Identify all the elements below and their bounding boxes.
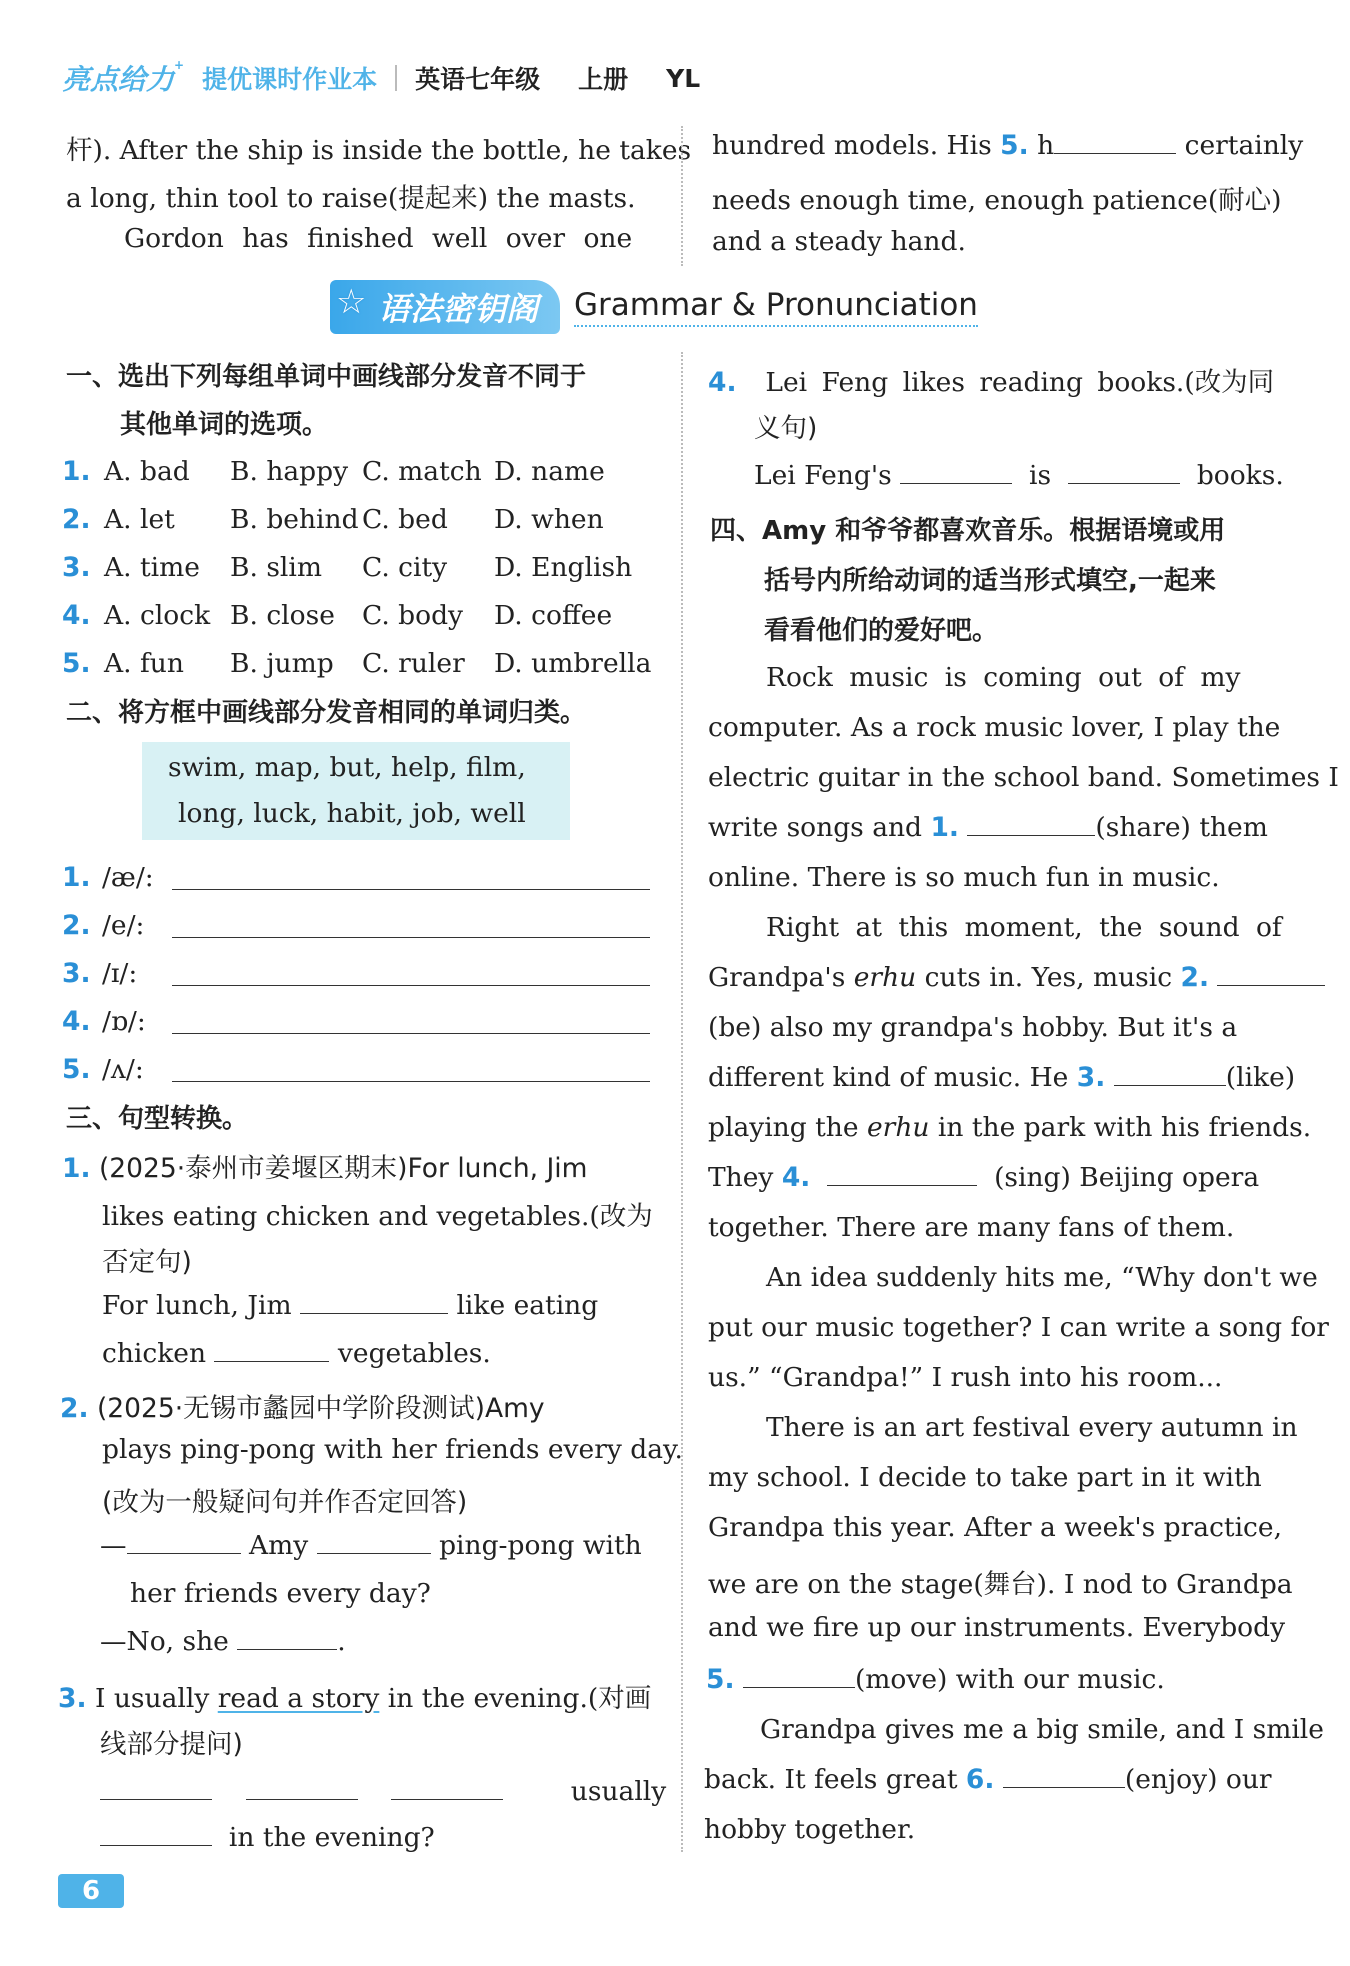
- banner-title-en: Grammar & Pronunciation: [574, 287, 978, 327]
- passage-line: we are on the stage(舞台). I nod to Grandpa: [708, 1569, 1293, 1600]
- answer-blank[interactable]: [100, 1777, 212, 1800]
- answer-blank[interactable]: [100, 1823, 212, 1846]
- choice-option[interactable]: C. city: [362, 552, 448, 583]
- answer-line: For lunch, Jim like eating: [102, 1290, 599, 1321]
- choice-option[interactable]: A. time: [104, 552, 200, 583]
- star-icon: ☆: [336, 282, 367, 322]
- answer-line: [172, 962, 650, 993]
- answer-blank[interactable]: [172, 867, 650, 890]
- section-title: 四、Amy 和爷爷都喜欢音乐。根据语境或用: [710, 516, 1226, 546]
- page-number: 6: [58, 1874, 124, 1908]
- question-number: 3.: [62, 958, 91, 989]
- section-title: 括号内所给动词的适当形式填空,一起来: [764, 566, 1216, 596]
- passage-line: Right at this moment, the sound of: [766, 912, 1282, 943]
- question-number: 2.: [62, 504, 91, 535]
- answer-blank[interactable]: [317, 1531, 431, 1554]
- question-number: 3.: [62, 552, 91, 583]
- answer-blank[interactable]: [172, 963, 650, 986]
- choice-option[interactable]: C. body: [362, 600, 464, 631]
- answer-blank[interactable]: [237, 1627, 337, 1650]
- answer-line: — Amy ping-pong with: [100, 1530, 642, 1561]
- question-number: 2.: [62, 910, 91, 941]
- answer-line: usually: [100, 1776, 666, 1807]
- passage-line: together. There are many fans of them.: [708, 1212, 1235, 1243]
- phonetic-symbol: /ʌ/:: [102, 1054, 144, 1085]
- question-line: 4. Lei Feng likes reading books.(改为同: [708, 367, 1275, 398]
- question-line: 2. (2025·无锡市蠡园中学阶段测试)Amy: [60, 1393, 545, 1424]
- choice-option[interactable]: D. English: [494, 552, 633, 583]
- passage-line-blank-3: different kind of music. He 3. (like): [708, 1062, 1296, 1093]
- passage-line: Grandpa this year. After a week's practice,: [708, 1512, 1283, 1543]
- answer-line: [172, 866, 650, 897]
- passage-line-blank-4: They 4. (sing) Beijing opera: [708, 1162, 1260, 1193]
- question-line: 3. I usually read a story in the evening.(对画: [58, 1683, 652, 1714]
- page-header: [62, 58, 720, 98]
- choice-option[interactable]: D. coffee: [494, 600, 613, 631]
- answer-line: [172, 1010, 650, 1041]
- passage-line: online. There is so much fun in music.: [708, 862, 1220, 893]
- answer-blank[interactable]: [967, 813, 1095, 836]
- passage-line-blank-5: 5. (move) with our music.: [706, 1664, 1165, 1695]
- question-number: 1.: [62, 456, 91, 487]
- answer-line: —No, she .: [100, 1626, 346, 1657]
- answer-blank[interactable]: [172, 1011, 650, 1034]
- question-line: likes eating chicken and vegetables.(改为: [102, 1201, 653, 1232]
- banner-title-cn: ☆ 语法密钥阁: [330, 280, 560, 334]
- choice-option[interactable]: D. when: [494, 504, 604, 535]
- answer-blank[interactable]: [1068, 461, 1180, 484]
- answer-line: Lei Feng's is books.: [754, 460, 1284, 491]
- question-line: (改为一般疑问句并作否定回答): [102, 1487, 468, 1518]
- column-divider: [681, 352, 683, 1852]
- choice-option[interactable]: B. jump: [230, 648, 334, 679]
- question-number: 5.: [62, 1054, 91, 1085]
- question-number: 4.: [62, 1006, 91, 1037]
- passage-line: Rock music is coming out of my: [766, 662, 1241, 693]
- answer-line: [172, 914, 650, 945]
- reading-line: needs enough time, enough patience(耐心): [712, 185, 1282, 216]
- section-title: 看看他们的爱好吧。: [764, 616, 999, 646]
- answer-line: in the evening?: [100, 1822, 435, 1853]
- passage-line: put our music together? I can write a song for: [708, 1312, 1329, 1343]
- answer-blank[interactable]: [900, 461, 1012, 484]
- reading-line: and a steady hand.: [712, 226, 966, 257]
- passage-line: There is an art festival every autumn in: [766, 1412, 1298, 1443]
- column-divider: [681, 126, 683, 266]
- passage-line: An idea suddenly hits me, “Why don't we: [766, 1262, 1318, 1293]
- word-box-line: long, luck, habit, job, well: [178, 798, 526, 829]
- answer-blank[interactable]: [827, 1163, 977, 1186]
- answer-blank[interactable]: [391, 1777, 503, 1800]
- question-number: 4.: [62, 600, 91, 631]
- passage-line: hobby together.: [704, 1814, 916, 1845]
- series-logo: 亮点给力+: [62, 58, 185, 96]
- answer-blank[interactable]: [214, 1339, 329, 1362]
- section-title: 三、句型转换。: [66, 1104, 249, 1134]
- reading-line-blank-5: hundred models. His 5. h certainly: [712, 130, 1304, 161]
- phonetic-symbol: /ɪ/:: [102, 958, 138, 989]
- answer-blank[interactable]: [127, 1531, 241, 1554]
- section-banner: [330, 278, 978, 336]
- choice-option[interactable]: C. match: [362, 456, 482, 487]
- passage-line-blank-6: back. It feels great 6. (enjoy) our: [704, 1764, 1272, 1795]
- choice-option[interactable]: C. ruler: [362, 648, 465, 679]
- choice-option[interactable]: B. happy: [230, 456, 349, 487]
- choice-option[interactable]: B. slim: [230, 552, 322, 583]
- question-line: 线部分提问): [100, 1729, 243, 1760]
- question-line: 义句): [754, 413, 818, 444]
- answer-blank[interactable]: [246, 1777, 358, 1800]
- reading-line: Gordon has finished well over one: [124, 223, 633, 254]
- reading-line: 杆). After the ship is inside the bottle, he takes: [66, 135, 692, 166]
- passage-line-blank-2: Grandpa's erhu cuts in. Yes, music 2.: [708, 962, 1325, 993]
- answer-line: her friends every day?: [130, 1578, 431, 1609]
- reading-line: a long, thin tool to raise(提起来) the masts.: [66, 183, 636, 214]
- question-line: 1. (2025·泰州市姜堰区期末)For lunch, Jim: [62, 1153, 588, 1184]
- passage-line: computer. As a rock music lover, I play the: [708, 712, 1281, 743]
- question-line: 否定句): [102, 1247, 192, 1278]
- answer-blank[interactable]: [1003, 1765, 1125, 1788]
- choice-option[interactable]: A. let: [104, 504, 175, 535]
- choice-option[interactable]: B. behind: [230, 504, 359, 535]
- choice-option[interactable]: A. clock: [104, 600, 211, 631]
- answer-blank[interactable]: [1054, 131, 1176, 154]
- question-number: 5.: [62, 648, 91, 679]
- choice-option[interactable]: D. umbrella: [494, 648, 652, 679]
- section-title: 二、将方框中画线部分发音相同的单词归类。: [66, 698, 587, 728]
- answer-line: [172, 1058, 650, 1089]
- passage-line: electric guitar in the school band. Sometimes I: [708, 762, 1339, 793]
- series-subtitle: 提优课时作业本: [202, 65, 378, 94]
- answer-blank[interactable]: [1217, 963, 1325, 986]
- section-title: 其他单词的选项。: [120, 410, 329, 440]
- passage-line: (be) also my grandpa's hobby. But it's a: [708, 1012, 1238, 1043]
- choice-option[interactable]: A. fun: [104, 648, 184, 679]
- book-volume: 上册: [578, 65, 629, 94]
- choice-option[interactable]: D. name: [494, 456, 605, 487]
- question-line: plays ping-pong with her friends every day.: [102, 1434, 683, 1465]
- answer-line: chicken vegetables.: [102, 1338, 491, 1369]
- choice-option[interactable]: C. bed: [362, 504, 448, 535]
- passage-line: us.” “Grandpa!” I rush into his room...: [708, 1362, 1223, 1393]
- section-title: 一、选出下列每组单词中画线部分发音不同于: [66, 362, 587, 392]
- choice-option[interactable]: B. close: [230, 600, 335, 631]
- book-title: 英语七年级: [415, 65, 541, 94]
- answer-blank[interactable]: [1114, 1063, 1226, 1086]
- question-number: 1.: [62, 862, 91, 893]
- passage-line: and we fire up our instruments. Everybody: [708, 1612, 1286, 1643]
- passage-line-blank-1: write songs and 1. (share) them: [708, 812, 1268, 843]
- phonetic-symbol: /æ/:: [102, 862, 154, 893]
- book-edition: YL: [666, 63, 701, 93]
- header-divider: [395, 65, 397, 91]
- answer-blank[interactable]: [300, 1291, 448, 1314]
- phonetic-symbol: /e/:: [102, 910, 145, 941]
- word-box-line: swim, map, but, help, film,: [168, 752, 526, 783]
- passage-line: Grandpa gives me a big smile, and I smile: [760, 1714, 1324, 1745]
- answer-blank[interactable]: [172, 915, 650, 938]
- phonetic-symbol: /ɒ/:: [102, 1006, 146, 1037]
- passage-line: my school. I decide to take part in it with: [708, 1462, 1262, 1493]
- answer-blank[interactable]: [743, 1665, 855, 1688]
- passage-line: playing the erhu in the park with his friends.: [708, 1112, 1312, 1143]
- choice-option[interactable]: A. bad: [104, 456, 190, 487]
- answer-blank[interactable]: [172, 1059, 650, 1082]
